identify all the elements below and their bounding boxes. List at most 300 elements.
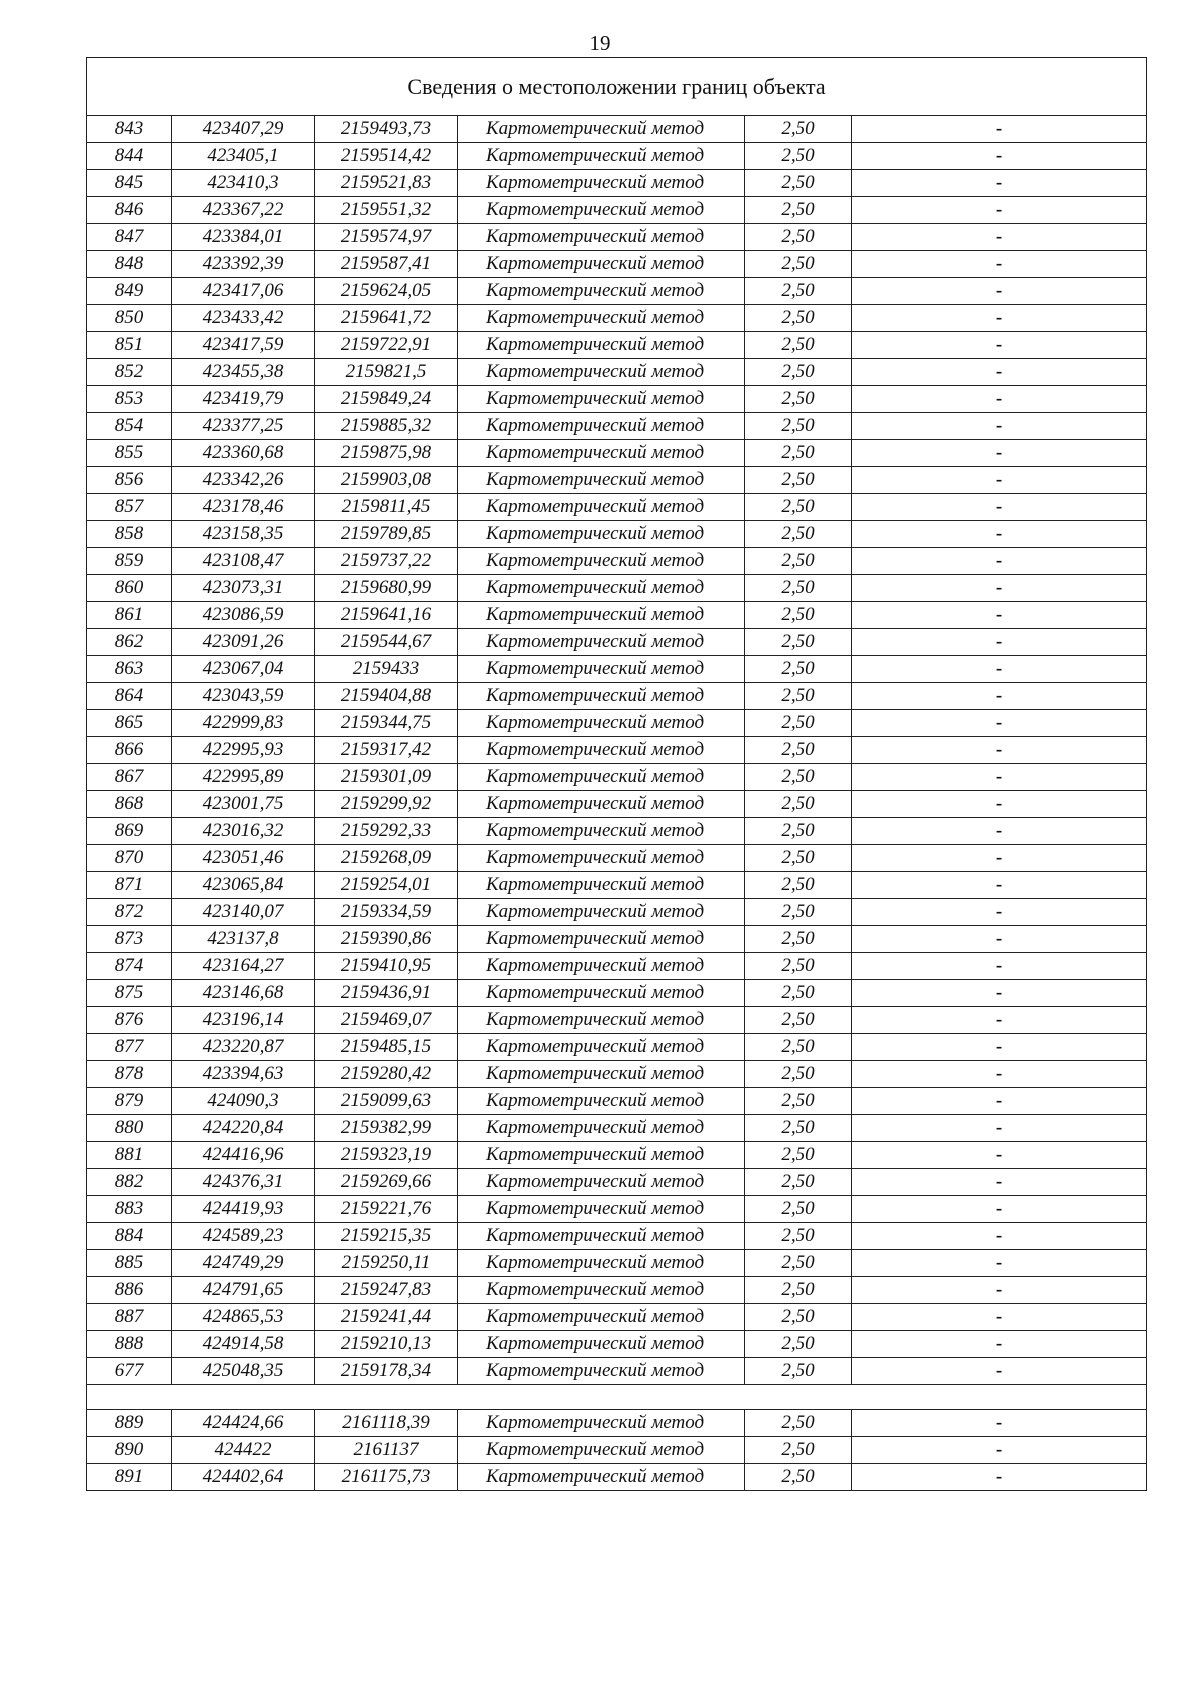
cell-accuracy: 2,50 bbox=[745, 953, 852, 980]
cell-description: - bbox=[852, 845, 1147, 872]
cell-description: - bbox=[852, 1464, 1147, 1491]
table-row bbox=[87, 683, 1147, 710]
cell-coord-y: 2159250,11 bbox=[315, 1250, 458, 1277]
table-row bbox=[87, 116, 1147, 143]
cell-coord-x: 423433,42 bbox=[172, 305, 315, 332]
cell-accuracy: 2,50 bbox=[745, 1088, 852, 1115]
cell-point-number: 853 bbox=[87, 386, 172, 413]
cell-coord-y: 2159301,09 bbox=[315, 764, 458, 791]
cell-method: Картометрический метод bbox=[458, 1358, 745, 1385]
cell-coord-x: 423164,27 bbox=[172, 953, 315, 980]
cell-accuracy: 2,50 bbox=[745, 1034, 852, 1061]
cell-point-number: 880 bbox=[87, 1115, 172, 1142]
cell-accuracy: 2,50 bbox=[745, 818, 852, 845]
cell-coord-x: 423392,39 bbox=[172, 251, 315, 278]
cell-description: - bbox=[852, 251, 1147, 278]
cell-description: - bbox=[852, 764, 1147, 791]
cell-description: - bbox=[852, 1410, 1147, 1437]
cell-method: Картометрический метод bbox=[458, 467, 745, 494]
cell-coord-x: 423016,32 bbox=[172, 818, 315, 845]
cell-accuracy: 2,50 bbox=[745, 1331, 852, 1358]
table-row bbox=[87, 440, 1147, 467]
cell-accuracy: 2,50 bbox=[745, 575, 852, 602]
cell-accuracy: 2,50 bbox=[745, 710, 852, 737]
cell-method: Картометрический метод bbox=[458, 1331, 745, 1358]
cell-coord-x: 423342,26 bbox=[172, 467, 315, 494]
cell-accuracy: 2,50 bbox=[745, 872, 852, 899]
table-gap-row bbox=[87, 1385, 1147, 1410]
cell-coord-x: 423419,79 bbox=[172, 386, 315, 413]
cell-coord-x: 423073,31 bbox=[172, 575, 315, 602]
cell-description: - bbox=[852, 737, 1147, 764]
cell-coord-x: 424422 bbox=[172, 1437, 315, 1464]
cell-method: Картометрический метод bbox=[458, 710, 745, 737]
table-row bbox=[87, 737, 1147, 764]
cell-method: Картометрический метод bbox=[458, 143, 745, 170]
table-row bbox=[87, 1437, 1147, 1464]
cell-description: - bbox=[852, 656, 1147, 683]
cell-description: - bbox=[852, 629, 1147, 656]
cell-description: - bbox=[852, 1331, 1147, 1358]
cell-method: Картометрический метод bbox=[458, 1277, 745, 1304]
cell-coord-y: 2161137 bbox=[315, 1437, 458, 1464]
table-row bbox=[87, 1223, 1147, 1250]
cell-method: Картометрический метод bbox=[458, 170, 745, 197]
cell-coord-x: 423417,59 bbox=[172, 332, 315, 359]
cell-coord-x: 423407,29 bbox=[172, 116, 315, 143]
cell-method: Картометрический метод bbox=[458, 1088, 745, 1115]
cell-accuracy: 2,50 bbox=[745, 467, 852, 494]
cell-accuracy: 2,50 bbox=[745, 980, 852, 1007]
cell-coord-x: 423367,22 bbox=[172, 197, 315, 224]
cell-coord-x: 424376,31 bbox=[172, 1169, 315, 1196]
cell-description: - bbox=[852, 1007, 1147, 1034]
cell-description: - bbox=[852, 1142, 1147, 1169]
cell-coord-y: 2159789,85 bbox=[315, 521, 458, 548]
cell-accuracy: 2,50 bbox=[745, 197, 852, 224]
cell-accuracy: 2,50 bbox=[745, 224, 852, 251]
cell-description: - bbox=[852, 980, 1147, 1007]
cell-coord-x: 423086,59 bbox=[172, 602, 315, 629]
cell-coord-x: 424402,64 bbox=[172, 1464, 315, 1491]
cell-coord-y: 2159241,44 bbox=[315, 1304, 458, 1331]
cell-method: Картометрический метод bbox=[458, 440, 745, 467]
cell-accuracy: 2,50 bbox=[745, 1061, 852, 1088]
cell-coord-y: 2159280,42 bbox=[315, 1061, 458, 1088]
cell-coord-y: 2159641,16 bbox=[315, 602, 458, 629]
table-row bbox=[87, 494, 1147, 521]
cell-coord-x: 424791,65 bbox=[172, 1277, 315, 1304]
cell-coord-x: 423140,07 bbox=[172, 899, 315, 926]
cell-coord-x: 424419,93 bbox=[172, 1196, 315, 1223]
cell-coord-y: 2159334,59 bbox=[315, 899, 458, 926]
cell-accuracy: 2,50 bbox=[745, 386, 852, 413]
cell-coord-y: 2159323,19 bbox=[315, 1142, 458, 1169]
cell-method: Картометрический метод bbox=[458, 521, 745, 548]
cell-coord-x: 424589,23 bbox=[172, 1223, 315, 1250]
cell-coord-x: 423146,68 bbox=[172, 980, 315, 1007]
cell-coord-x: 423051,46 bbox=[172, 845, 315, 872]
table-row bbox=[87, 521, 1147, 548]
cell-description: - bbox=[852, 197, 1147, 224]
cell-coord-y: 2159551,32 bbox=[315, 197, 458, 224]
cell-accuracy: 2,50 bbox=[745, 1250, 852, 1277]
cell-point-number: 848 bbox=[87, 251, 172, 278]
cell-description: - bbox=[852, 683, 1147, 710]
cell-point-number: 863 bbox=[87, 656, 172, 683]
cell-coord-y: 2159215,35 bbox=[315, 1223, 458, 1250]
table-row bbox=[87, 1034, 1147, 1061]
cell-point-number: 883 bbox=[87, 1196, 172, 1223]
cell-description: - bbox=[852, 575, 1147, 602]
cell-method: Картометрический метод bbox=[458, 764, 745, 791]
cell-method: Картометрический метод bbox=[458, 575, 745, 602]
cell-coord-x: 422995,93 bbox=[172, 737, 315, 764]
table-row bbox=[87, 953, 1147, 980]
cell-description: - bbox=[852, 170, 1147, 197]
table-row bbox=[87, 251, 1147, 278]
table-row bbox=[87, 1142, 1147, 1169]
cell-coord-x: 423377,25 bbox=[172, 413, 315, 440]
cell-coord-x: 423384,01 bbox=[172, 224, 315, 251]
table-row bbox=[87, 1410, 1147, 1437]
cell-point-number: 882 bbox=[87, 1169, 172, 1196]
table-row bbox=[87, 791, 1147, 818]
cell-method: Картометрический метод bbox=[458, 1437, 745, 1464]
cell-point-number: 852 bbox=[87, 359, 172, 386]
cell-coord-y: 2159875,98 bbox=[315, 440, 458, 467]
cell-coord-y: 2159099,63 bbox=[315, 1088, 458, 1115]
cell-coord-y: 2159390,86 bbox=[315, 926, 458, 953]
cell-coord-y: 2159410,95 bbox=[315, 953, 458, 980]
cell-point-number: 875 bbox=[87, 980, 172, 1007]
cell-description: - bbox=[852, 1358, 1147, 1385]
table-row bbox=[87, 1464, 1147, 1491]
table-row bbox=[87, 845, 1147, 872]
cell-description: - bbox=[852, 1088, 1147, 1115]
table-row bbox=[87, 305, 1147, 332]
cell-point-number: 877 bbox=[87, 1034, 172, 1061]
cell-coord-y: 2159811,45 bbox=[315, 494, 458, 521]
cell-description: - bbox=[852, 872, 1147, 899]
cell-description: - bbox=[852, 548, 1147, 575]
cell-point-number: 865 bbox=[87, 710, 172, 737]
cell-accuracy: 2,50 bbox=[745, 629, 852, 656]
cell-point-number: 859 bbox=[87, 548, 172, 575]
cell-method: Картометрический метод bbox=[458, 656, 745, 683]
cell-method: Картометрический метод bbox=[458, 332, 745, 359]
cell-accuracy: 2,50 bbox=[745, 1304, 852, 1331]
cell-coord-x: 423417,06 bbox=[172, 278, 315, 305]
cell-coord-y: 2159221,76 bbox=[315, 1196, 458, 1223]
cell-description: - bbox=[852, 143, 1147, 170]
cell-description: - bbox=[852, 791, 1147, 818]
cell-accuracy: 2,50 bbox=[745, 1115, 852, 1142]
cell-accuracy: 2,50 bbox=[745, 791, 852, 818]
cell-method: Картометрический метод bbox=[458, 548, 745, 575]
cell-accuracy: 2,50 bbox=[745, 1196, 852, 1223]
table-row bbox=[87, 764, 1147, 791]
cell-method: Картометрический метод bbox=[458, 926, 745, 953]
cell-method: Картометрический метод bbox=[458, 413, 745, 440]
cell-description: - bbox=[852, 1196, 1147, 1223]
cell-description: - bbox=[852, 710, 1147, 737]
cell-method: Картометрический метод bbox=[458, 872, 745, 899]
cell-coord-x: 423065,84 bbox=[172, 872, 315, 899]
cell-point-number: 887 bbox=[87, 1304, 172, 1331]
table-row bbox=[87, 710, 1147, 737]
cell-point-number: 849 bbox=[87, 278, 172, 305]
cell-method: Картометрический метод bbox=[458, 1196, 745, 1223]
cell-accuracy: 2,50 bbox=[745, 683, 852, 710]
cell-coord-x: 424865,53 bbox=[172, 1304, 315, 1331]
cell-point-number: 867 bbox=[87, 764, 172, 791]
cell-accuracy: 2,50 bbox=[745, 548, 852, 575]
cell-description: - bbox=[852, 1277, 1147, 1304]
cell-point-number: 856 bbox=[87, 467, 172, 494]
cell-accuracy: 2,50 bbox=[745, 1223, 852, 1250]
cell-coord-y: 2159722,91 bbox=[315, 332, 458, 359]
table-row bbox=[87, 413, 1147, 440]
cell-method: Картометрический метод bbox=[458, 1464, 745, 1491]
cell-description: - bbox=[852, 1223, 1147, 1250]
cell-accuracy: 2,50 bbox=[745, 1437, 852, 1464]
cell-description: - bbox=[852, 899, 1147, 926]
table-row bbox=[87, 467, 1147, 494]
cell-coord-y: 2161118,39 bbox=[315, 1410, 458, 1437]
cell-accuracy: 2,50 bbox=[745, 143, 852, 170]
table-row bbox=[87, 629, 1147, 656]
cell-accuracy: 2,50 bbox=[745, 413, 852, 440]
table-row bbox=[87, 332, 1147, 359]
cell-point-number: 847 bbox=[87, 224, 172, 251]
table-body bbox=[87, 58, 1147, 1491]
table-row bbox=[87, 278, 1147, 305]
cell-accuracy: 2,50 bbox=[745, 170, 852, 197]
cell-point-number: 872 bbox=[87, 899, 172, 926]
cell-coord-y: 2159433 bbox=[315, 656, 458, 683]
table-row bbox=[87, 575, 1147, 602]
cell-coord-x: 423410,3 bbox=[172, 170, 315, 197]
cell-coord-x: 424914,58 bbox=[172, 1331, 315, 1358]
cell-description: - bbox=[852, 1115, 1147, 1142]
cell-accuracy: 2,50 bbox=[745, 1142, 852, 1169]
cell-coord-y: 2159821,5 bbox=[315, 359, 458, 386]
cell-description: - bbox=[852, 1250, 1147, 1277]
cell-method: Картометрический метод bbox=[458, 1250, 745, 1277]
table-row bbox=[87, 548, 1147, 575]
cell-coord-y: 2159737,22 bbox=[315, 548, 458, 575]
cell-method: Картометрический метод bbox=[458, 1115, 745, 1142]
cell-method: Картометрический метод bbox=[458, 197, 745, 224]
cell-point-number: 889 bbox=[87, 1410, 172, 1437]
table-row bbox=[87, 980, 1147, 1007]
cell-point-number: 869 bbox=[87, 818, 172, 845]
cell-coord-x: 423158,35 bbox=[172, 521, 315, 548]
cell-coord-y: 2159521,83 bbox=[315, 170, 458, 197]
cell-point-number: 850 bbox=[87, 305, 172, 332]
cell-point-number: 864 bbox=[87, 683, 172, 710]
boundary-coordinates-table bbox=[86, 57, 1147, 1491]
cell-coord-y: 2159268,09 bbox=[315, 845, 458, 872]
cell-coord-y: 2159485,15 bbox=[315, 1034, 458, 1061]
table-row bbox=[87, 1061, 1147, 1088]
cell-coord-y: 2159544,67 bbox=[315, 629, 458, 656]
table-row bbox=[87, 1277, 1147, 1304]
cell-coord-y: 2159849,24 bbox=[315, 386, 458, 413]
cell-method: Картометрический метод bbox=[458, 278, 745, 305]
cell-method: Картометрический метод bbox=[458, 1223, 745, 1250]
cell-accuracy: 2,50 bbox=[745, 332, 852, 359]
cell-accuracy: 2,50 bbox=[745, 1007, 852, 1034]
cell-coord-y: 2159885,32 bbox=[315, 413, 458, 440]
cell-accuracy: 2,50 bbox=[745, 116, 852, 143]
cell-coord-x: 422995,89 bbox=[172, 764, 315, 791]
cell-accuracy: 2,50 bbox=[745, 278, 852, 305]
table-row bbox=[87, 872, 1147, 899]
table-row bbox=[87, 1358, 1147, 1385]
cell-accuracy: 2,50 bbox=[745, 656, 852, 683]
table-row bbox=[87, 899, 1147, 926]
cell-coord-y: 2159493,73 bbox=[315, 116, 458, 143]
cell-method: Картометрический метод bbox=[458, 1007, 745, 1034]
cell-accuracy: 2,50 bbox=[745, 926, 852, 953]
cell-method: Картометрический метод bbox=[458, 251, 745, 278]
cell-coord-y: 2159292,33 bbox=[315, 818, 458, 845]
table-row bbox=[87, 197, 1147, 224]
cell-coord-x: 424424,66 bbox=[172, 1410, 315, 1437]
cell-point-number: 844 bbox=[87, 143, 172, 170]
table-row bbox=[87, 1169, 1147, 1196]
page-number: 19 bbox=[589, 31, 611, 55]
table-title-row bbox=[87, 58, 1147, 116]
cell-accuracy: 2,50 bbox=[745, 602, 852, 629]
cell-description: - bbox=[852, 602, 1147, 629]
cell-point-number: 862 bbox=[87, 629, 172, 656]
table-row bbox=[87, 818, 1147, 845]
cell-point-number: 876 bbox=[87, 1007, 172, 1034]
cell-description: - bbox=[852, 1437, 1147, 1464]
cell-method: Картометрический метод bbox=[458, 602, 745, 629]
cell-coord-y: 2159641,72 bbox=[315, 305, 458, 332]
table-row bbox=[87, 1250, 1147, 1277]
cell-coord-x: 423043,59 bbox=[172, 683, 315, 710]
cell-coord-x: 423067,04 bbox=[172, 656, 315, 683]
cell-method: Картометрический метод bbox=[458, 386, 745, 413]
cell-coord-y: 2159254,01 bbox=[315, 872, 458, 899]
cell-point-number: 860 bbox=[87, 575, 172, 602]
table-row bbox=[87, 170, 1147, 197]
cell-accuracy: 2,50 bbox=[745, 899, 852, 926]
cell-method: Картометрический метод bbox=[458, 1410, 745, 1437]
cell-coord-y: 2159382,99 bbox=[315, 1115, 458, 1142]
cell-point-number: 855 bbox=[87, 440, 172, 467]
table-row bbox=[87, 359, 1147, 386]
cell-method: Картометрический метод bbox=[458, 953, 745, 980]
cell-description: - bbox=[852, 494, 1147, 521]
table-row bbox=[87, 602, 1147, 629]
cell-description: - bbox=[852, 440, 1147, 467]
cell-point-number: 871 bbox=[87, 872, 172, 899]
cell-accuracy: 2,50 bbox=[745, 764, 852, 791]
cell-method: Картометрический метод bbox=[458, 980, 745, 1007]
cell-coord-y: 2159344,75 bbox=[315, 710, 458, 737]
cell-point-number: 854 bbox=[87, 413, 172, 440]
cell-coord-x: 423196,14 bbox=[172, 1007, 315, 1034]
cell-coord-x: 423091,26 bbox=[172, 629, 315, 656]
cell-point-number: 677 bbox=[87, 1358, 172, 1385]
cell-description: - bbox=[852, 1061, 1147, 1088]
cell-description: - bbox=[852, 953, 1147, 980]
cell-point-number: 890 bbox=[87, 1437, 172, 1464]
cell-coord-x: 424749,29 bbox=[172, 1250, 315, 1277]
cell-coord-y: 2159469,07 bbox=[315, 1007, 458, 1034]
cell-coord-y: 2159269,66 bbox=[315, 1169, 458, 1196]
cell-coord-x: 423220,87 bbox=[172, 1034, 315, 1061]
cell-method: Картометрический метод bbox=[458, 116, 745, 143]
cell-point-number: 845 bbox=[87, 170, 172, 197]
cell-point-number: 891 bbox=[87, 1464, 172, 1491]
cell-point-number: 870 bbox=[87, 845, 172, 872]
table-row bbox=[87, 224, 1147, 251]
cell-point-number: 874 bbox=[87, 953, 172, 980]
table-row bbox=[87, 143, 1147, 170]
cell-method: Картометрический метод bbox=[458, 791, 745, 818]
table-row bbox=[87, 1115, 1147, 1142]
table-row bbox=[87, 926, 1147, 953]
table-row bbox=[87, 1088, 1147, 1115]
cell-coord-x: 423001,75 bbox=[172, 791, 315, 818]
cell-coord-y: 2159903,08 bbox=[315, 467, 458, 494]
cell-coord-x: 424090,3 bbox=[172, 1088, 315, 1115]
cell-point-number: 881 bbox=[87, 1142, 172, 1169]
cell-coord-y: 2159574,97 bbox=[315, 224, 458, 251]
cell-coord-y: 2159247,83 bbox=[315, 1277, 458, 1304]
table-row bbox=[87, 656, 1147, 683]
cell-description: - bbox=[852, 305, 1147, 332]
cell-accuracy: 2,50 bbox=[745, 845, 852, 872]
cell-description: - bbox=[852, 332, 1147, 359]
cell-description: - bbox=[852, 359, 1147, 386]
cell-coord-y: 2161175,73 bbox=[315, 1464, 458, 1491]
cell-accuracy: 2,50 bbox=[745, 305, 852, 332]
cell-accuracy: 2,50 bbox=[745, 1277, 852, 1304]
cell-coord-y: 2159210,13 bbox=[315, 1331, 458, 1358]
cell-point-number: 857 bbox=[87, 494, 172, 521]
cell-point-number: 885 bbox=[87, 1250, 172, 1277]
cell-description: - bbox=[852, 1034, 1147, 1061]
cell-description: - bbox=[852, 467, 1147, 494]
cell-coord-x: 423178,46 bbox=[172, 494, 315, 521]
cell-point-number: 879 bbox=[87, 1088, 172, 1115]
cell-coord-y: 2159436,91 bbox=[315, 980, 458, 1007]
table-row bbox=[87, 1007, 1147, 1034]
cell-point-number: 861 bbox=[87, 602, 172, 629]
cell-coord-y: 2159404,88 bbox=[315, 683, 458, 710]
cell-accuracy: 2,50 bbox=[745, 737, 852, 764]
cell-coord-x: 423455,38 bbox=[172, 359, 315, 386]
cell-description: - bbox=[852, 224, 1147, 251]
cell-point-number: 888 bbox=[87, 1331, 172, 1358]
cell-coord-x: 425048,35 bbox=[172, 1358, 315, 1385]
cell-coord-y: 2159680,99 bbox=[315, 575, 458, 602]
cell-point-number: 866 bbox=[87, 737, 172, 764]
cell-accuracy: 2,50 bbox=[745, 359, 852, 386]
cell-accuracy: 2,50 bbox=[745, 251, 852, 278]
cell-coord-y: 2159317,42 bbox=[315, 737, 458, 764]
cell-point-number: 878 bbox=[87, 1061, 172, 1088]
cell-accuracy: 2,50 bbox=[745, 521, 852, 548]
